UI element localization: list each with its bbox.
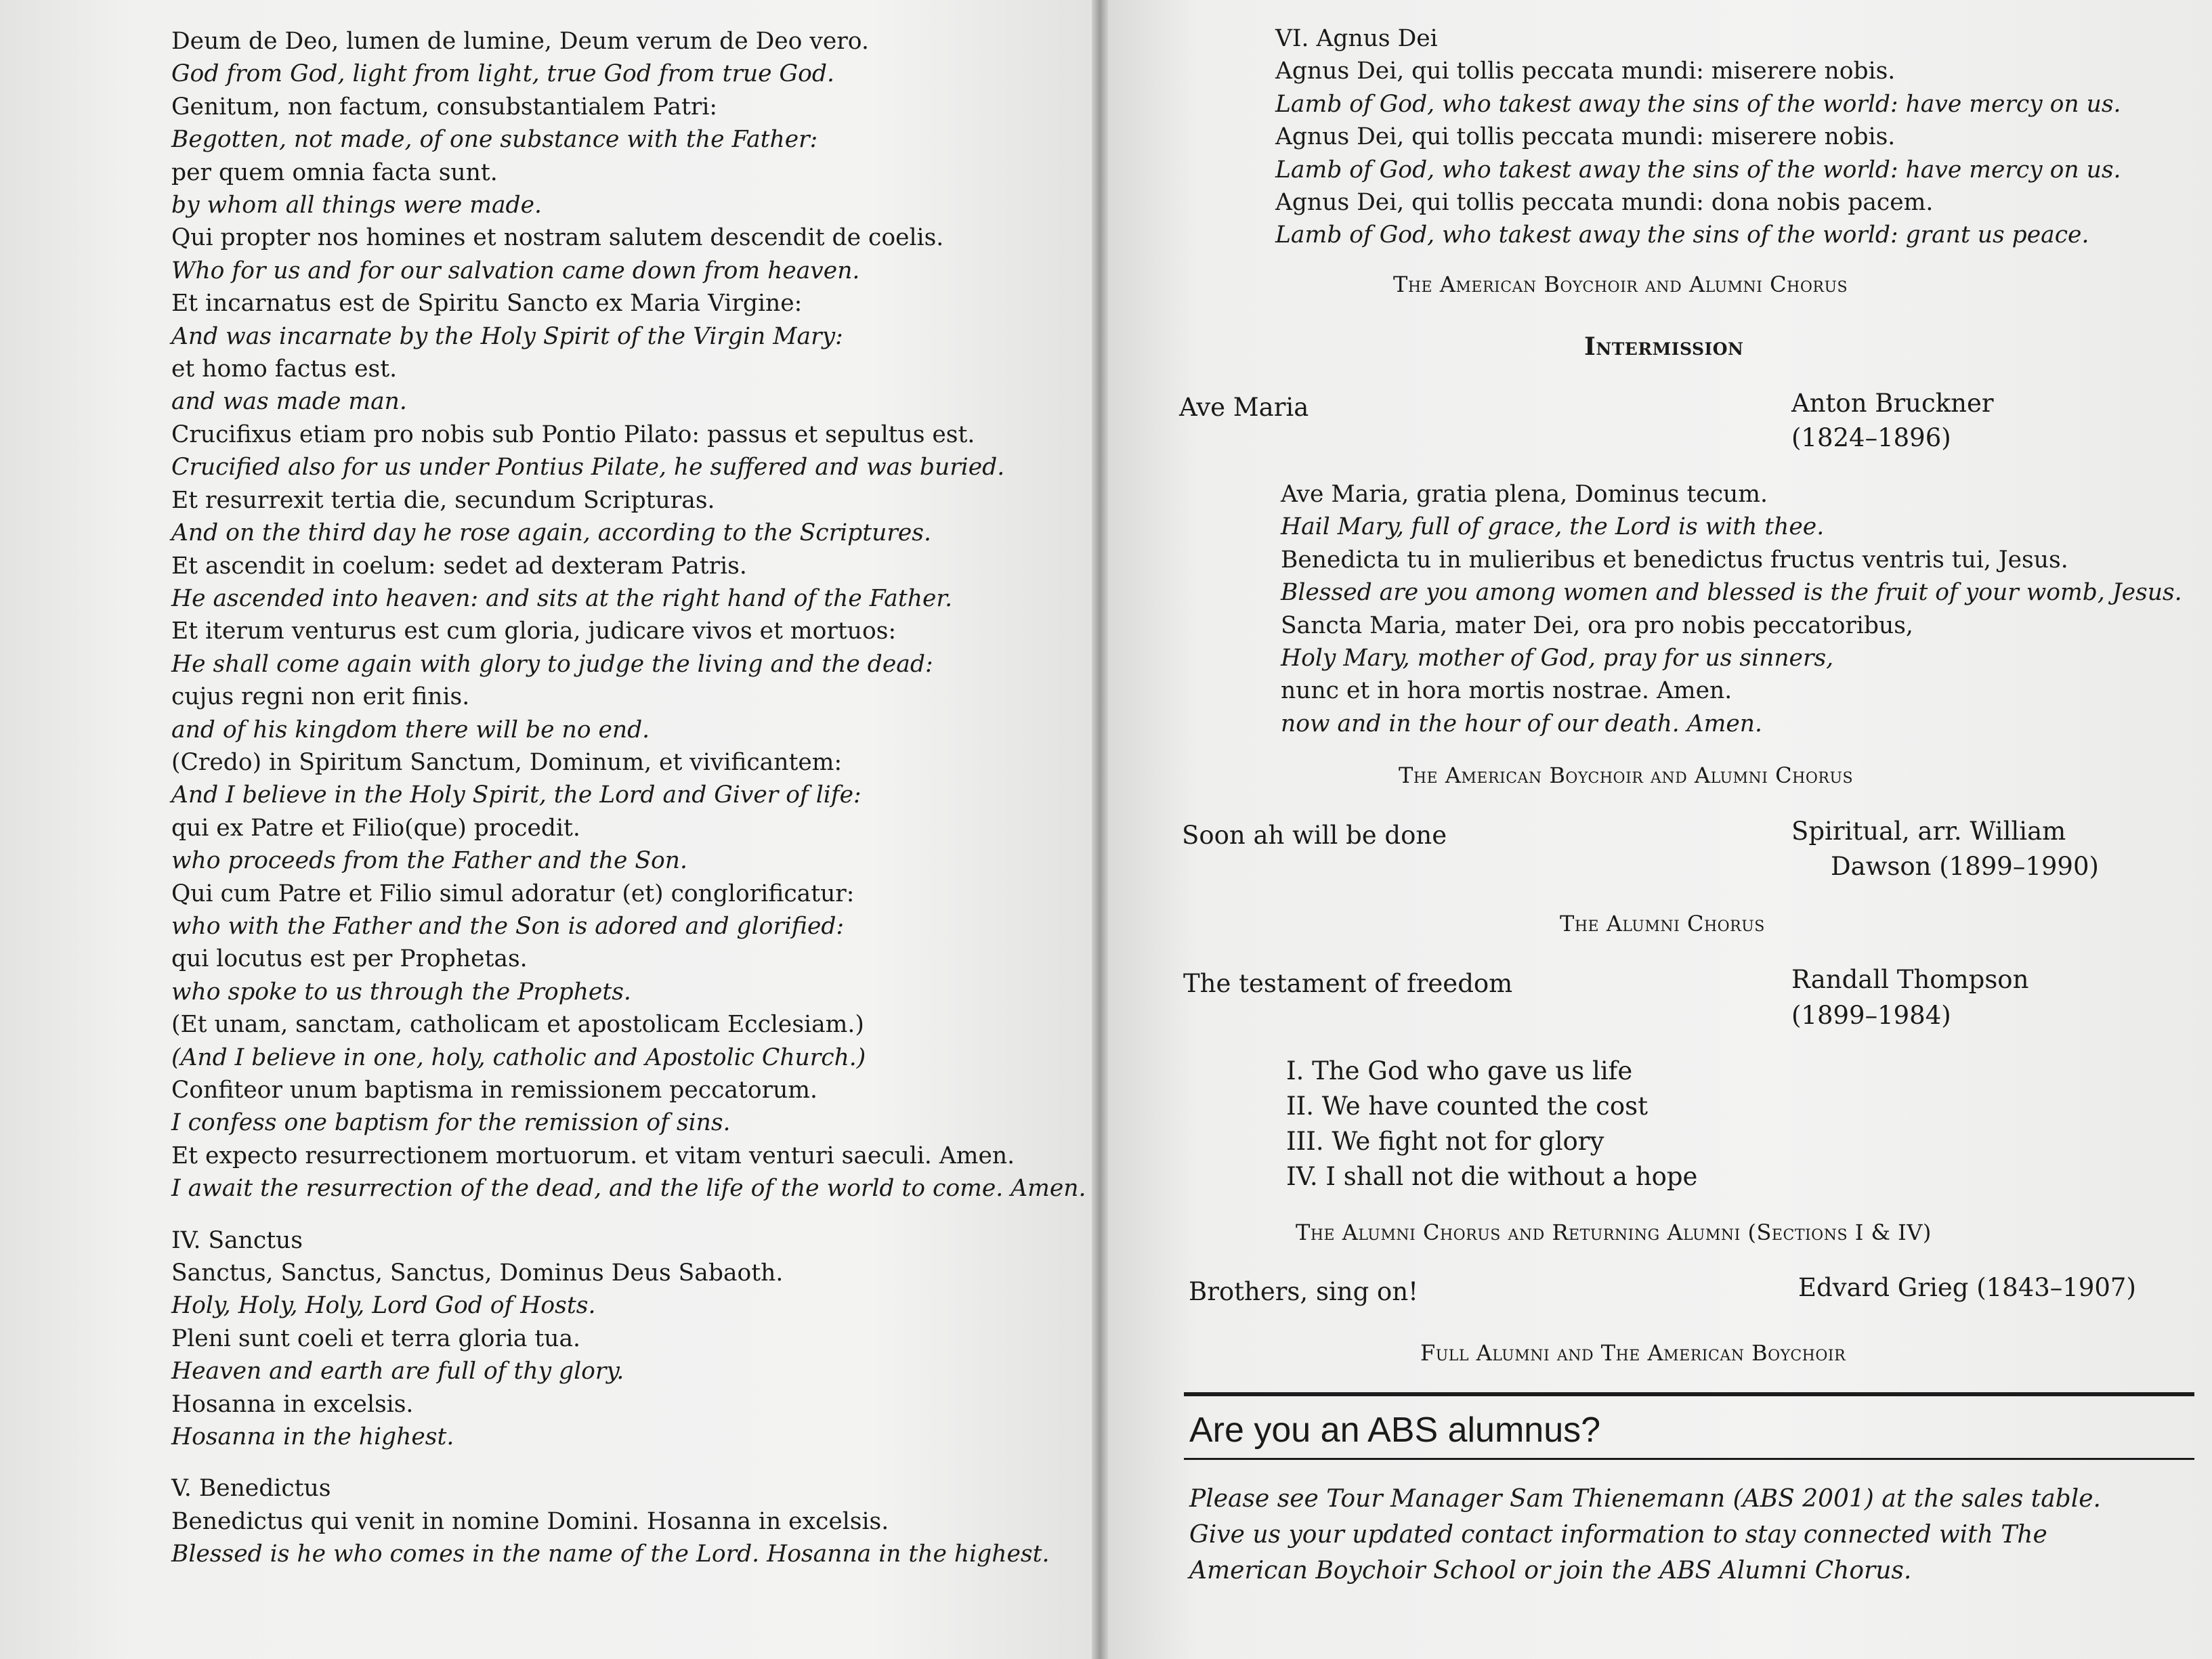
soon-ah-title: Soon ah will be done: [1182, 821, 1447, 850]
text-line: Crucified also for us under Pontius Pilate, he suffered and was buried.: [171, 454, 1005, 481]
brothers-composer: Edvard Grieg (1843–1907): [1798, 1273, 2136, 1302]
text-line: (Credo) in Spiritum Sanctum, Dominum, et vivificantem:: [171, 748, 843, 776]
text-line: qui locutus est per Prophetas.: [171, 945, 528, 973]
text-line: Ave Maria, gratia plena, Dominus tecum.: [1281, 481, 1768, 508]
text-line: Benedictus qui venit in nomine Domini. Hosanna in excelsis.: [171, 1507, 889, 1535]
text-line: Begotten, not made, of one substance with the Father:: [171, 126, 818, 154]
text-line: Agnus Dei, qui tollis peccata mundi: miserere nobis.: [1275, 58, 1896, 85]
performer-heading-3: The Alumni Chorus: [1560, 911, 1765, 936]
section-2: II. We have counted the cost: [1286, 1092, 1648, 1121]
text-line: Confiteor unum baptisma in remissionem peccatorum.: [171, 1077, 817, 1104]
section-4: IV. I shall not die without a hope: [1286, 1162, 1698, 1191]
text-line: by whom all things were made.: [171, 192, 543, 219]
alumnus-line-1: Please see Tour Manager Sam Thienemann (ABS 2001) at the sales table.: [1189, 1485, 2101, 1513]
text-line: Et ascendit in coelum: sedet ad dexteram Patris.: [171, 552, 747, 580]
performer-heading-2: The American Boychoir and Alumni Chorus: [1399, 762, 1854, 788]
text-line: nunc et in hora mortis nostrae. Amen.: [1281, 677, 1732, 705]
text-line: He shall come again with glory to judge the living and the dead:: [171, 650, 933, 678]
alumnus-line-2: Give us your updated contact information to stay connected with The: [1189, 1521, 2047, 1549]
text-line: Blessed is he who comes in the name of the Lord. Hosanna in the highest.: [171, 1540, 1050, 1568]
text-line: Heaven and earth are full of thy glory.: [171, 1358, 624, 1385]
text-line: Lamb of God, who takest away the sins of the world: grant us peace.: [1275, 221, 2089, 249]
divider-thin: [1184, 1458, 2194, 1460]
text-line: Blessed are you among women and blessed is the fruit of your womb, Jesus.: [1281, 579, 2182, 607]
text-line: Et resurrexit tertia die, secundum Scripturas.: [171, 486, 715, 514]
text-line: Hail Mary, full of grace, the Lord is with thee.: [1281, 513, 1825, 541]
text-line: et homo factus est.: [171, 356, 398, 383]
text-line: And was incarnate by the Holy Spirit of the Virgin Mary:: [171, 322, 843, 350]
text-line: who with the Father and the Son is adored and glorified:: [171, 912, 845, 940]
section-1: I. The God who gave us life: [1286, 1056, 1633, 1085]
text-line: He ascended into heaven: and sits at the right hand of the Father.: [171, 584, 953, 612]
ave-maria-lines: [1281, 478, 2182, 740]
testament-composer: Randall Thompson: [1791, 965, 2029, 994]
credo-text: [171, 25, 1086, 1571]
text-line: And I believe in the Holy Spirit, the Lord and Giver of life:: [171, 781, 862, 809]
text-line: qui ex Patre et Filio(que) procedit.: [171, 814, 580, 842]
text-line: Qui cum Patre et Filio simul adoratur (et) conglorificatur:: [171, 880, 855, 907]
soon-ah-composer: Spiritual, arr. William: [1791, 817, 2066, 846]
text-line: I await the resurrection of the dead, and the life of the world to come. Amen.: [171, 1175, 1086, 1203]
performer-heading-5: Full Alumni and The American Boychoir: [1420, 1340, 1846, 1366]
text-line: Et expecto resurrectionem mortuorum. et vitam venturi saeculi. Amen.: [171, 1142, 1015, 1169]
text-line: (Et unam, sanctam, catholicam et apostolicam Ecclesiam.): [171, 1011, 864, 1039]
text-line: Genitum, non factum, consubstantialem Patri:: [171, 93, 718, 121]
alumnus-message: [1189, 1481, 2178, 1589]
performer-heading-1: The American Boychoir and Alumni Chorus: [1393, 272, 1848, 297]
text-line: Et incarnatus est de Spiritu Sancto ex Maria Virgine:: [171, 290, 803, 318]
soon-ah-composer-dates: Dawson (1899–1990): [1831, 852, 2099, 881]
text-line: VI. Agnus Dei: [1275, 25, 1438, 52]
text-line: Hosanna in the highest.: [171, 1423, 454, 1451]
text-line: Lamb of God, who takest away the sins of the world: have mercy on us.: [1275, 156, 2121, 184]
text-line: now and in the hour of our death. Amen.: [1281, 710, 1762, 737]
text-line: Who for us and for our salvation came down from heaven.: [171, 257, 860, 284]
text-line: (And I believe in one, holy, catholic and Apostolic Church.): [171, 1043, 866, 1071]
text-line: who proceeds from the Father and the Son.: [171, 847, 687, 875]
agnus-section: [1275, 22, 2176, 252]
sanctus-section: [171, 1224, 1079, 1454]
testament-title: The testament of freedom: [1183, 969, 1513, 998]
agnus-lines: [1275, 22, 2176, 252]
ave-maria-title: Ave Maria: [1179, 393, 1309, 422]
text-line: Deum de Deo, lumen de lumine, Deum verum de Deo vero.: [171, 28, 869, 55]
section-3: III. We fight not for glory: [1286, 1127, 1604, 1156]
text-line: Benedicta tu in mulieribus et benedictus fructus ventris tui, Jesus.: [1281, 546, 2068, 574]
text-line: IV. Sanctus: [171, 1226, 303, 1254]
text-line: Agnus Dei, qui tollis peccata mundi: miserere nobis.: [1275, 123, 1896, 151]
testament-composer-dates: (1899–1984): [1791, 1001, 1951, 1030]
ave-maria-composer-dates: (1824–1896): [1791, 423, 1951, 452]
text-line: cujus regni non erit finis.: [171, 683, 470, 711]
text-line: and of his kingdom there will be no end.: [171, 716, 650, 744]
text-line: Sancta Maria, mater Dei, ora pro nobis peccatoribus,: [1281, 611, 1913, 639]
text-line: I confess one baptism for the remission of sins.: [171, 1109, 731, 1137]
text-line: and was made man.: [171, 388, 407, 416]
credo-lines: [171, 25, 1086, 1205]
intermission-heading: Intermission: [1584, 332, 1744, 361]
performer-heading-4: The Alumni Chorus and Returning Alumni (Sections I & IV): [1296, 1220, 1932, 1245]
text-line: Lamb of God, who takest away the sins of the world: have mercy on us.: [1275, 90, 2121, 118]
text-line: Hosanna in excelsis.: [171, 1390, 414, 1418]
text-line: Holy Mary, mother of God, pray for us sinners,: [1281, 645, 1834, 672]
text-line: Holy, Holy, Holy, Lord God of Hosts.: [171, 1292, 596, 1320]
text-line: per quem omnia facta sunt.: [171, 158, 498, 186]
brothers-title: Brothers, sing on!: [1189, 1277, 1419, 1306]
page-gutter: [1092, 0, 1108, 1659]
text-line: Sanctus, Sanctus, Sanctus, Dominus Deus Sabaoth.: [171, 1259, 784, 1287]
text-line: Qui propter nos homines et nostram salutem descendit de coelis.: [171, 224, 944, 252]
ave-maria-composer: Anton Bruckner: [1791, 389, 1994, 418]
alumnus-line-3: American Boychoir School or join the ABS Alumni Chorus.: [1189, 1557, 1912, 1585]
ave-maria-text: [1281, 478, 2182, 740]
alumnus-heading: Are you an ABS alumnus?: [1189, 1410, 1601, 1450]
divider-thick: [1184, 1392, 2194, 1396]
benedictus-section: [171, 1472, 1079, 1570]
text-line: Crucifixus etiam pro nobis sub Pontio Pilato: passus et sepultus est.: [171, 421, 975, 448]
text-line: Agnus Dei, qui tollis peccata mundi: dona nobis pacem.: [1275, 189, 1934, 217]
text-line: Pleni sunt coeli et terra gloria tua.: [171, 1324, 581, 1352]
text-line: who spoke to us through the Prophets.: [171, 978, 631, 1006]
text-line: God from God, light from light, true God from true God.: [171, 60, 834, 88]
text-line: Et iterum venturus est cum gloria, judicare vivos et mortuos:: [171, 618, 897, 645]
text-line: And on the third day he rose again, according to the Scriptures.: [171, 519, 931, 547]
text-line: V. Benedictus: [171, 1475, 331, 1503]
testament-sections: [1286, 1054, 1697, 1194]
